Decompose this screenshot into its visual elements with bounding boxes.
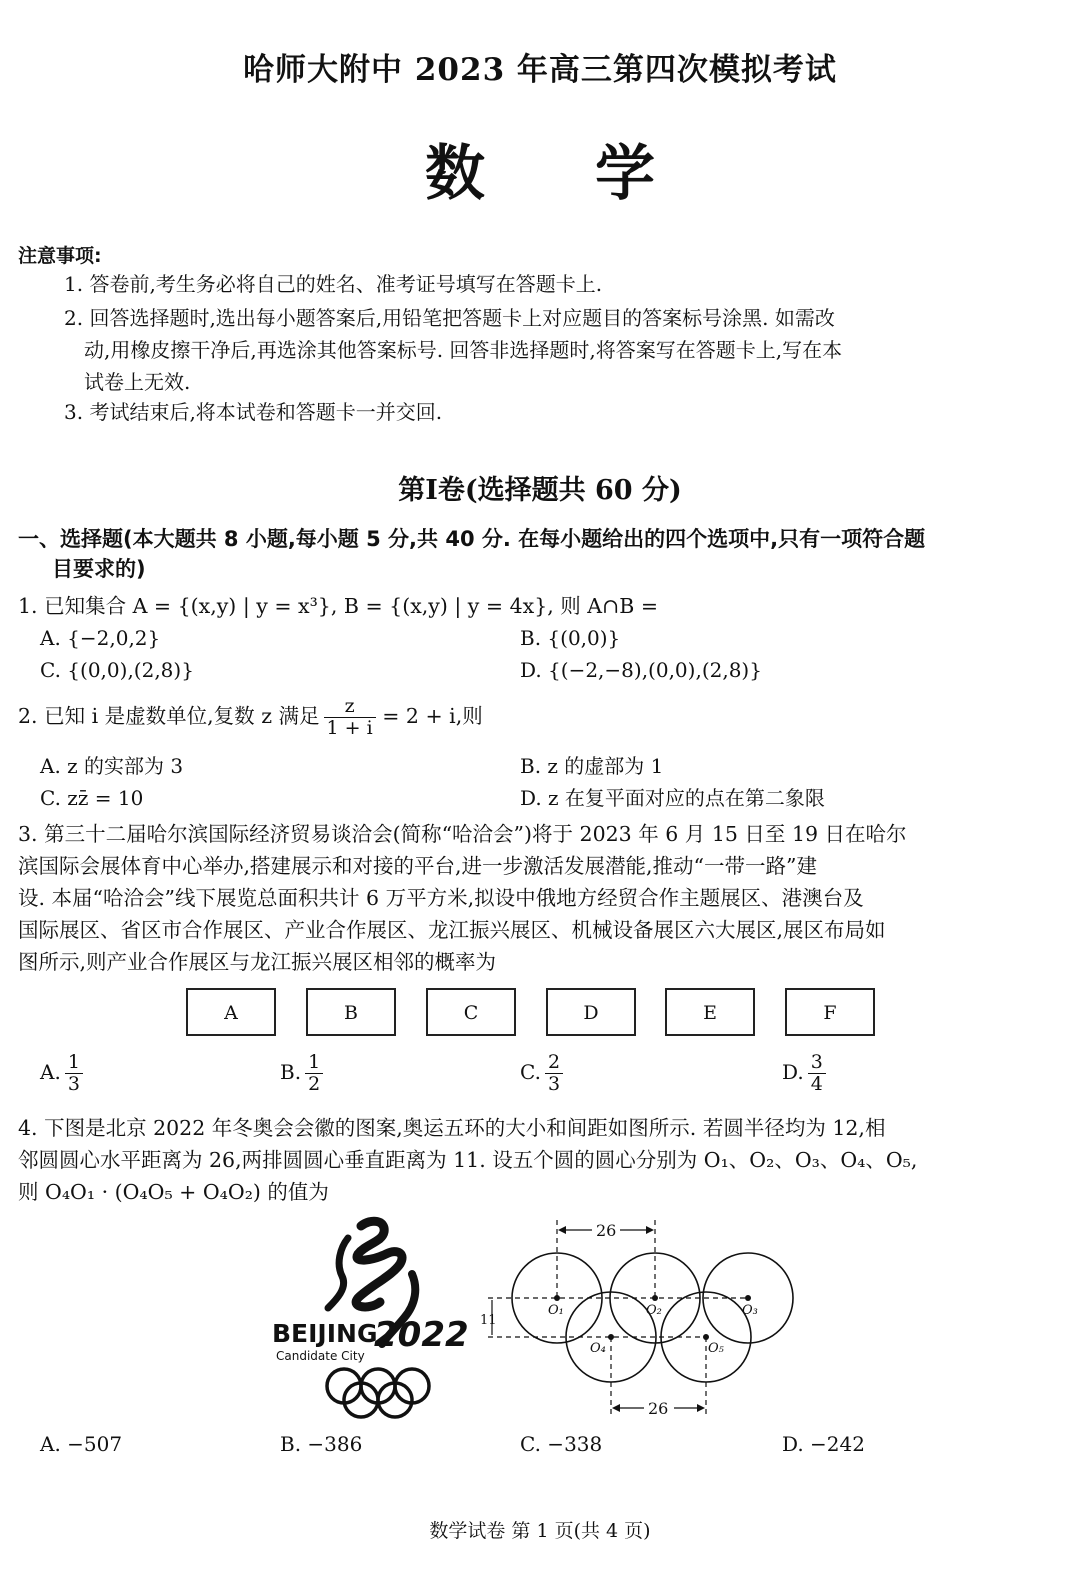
q3-option-label: D. xyxy=(782,1059,804,1084)
center-label-o4: O₄ xyxy=(590,1341,606,1356)
center-label-o1: O₁ xyxy=(548,1303,564,1318)
q1-option-c[interactable]: C. {(0,0),(2,8)} xyxy=(40,658,194,682)
q4-stem-line: 4. 下图是北京 2022 年冬奥会会徽的图案,奥运五环的大小和间距如图所示. 若圆半径均为 12,相 xyxy=(18,1116,886,1140)
logo-text: BEIJING xyxy=(272,1319,378,1348)
q3-option-c[interactable] xyxy=(520,1052,563,1095)
guide-lines xyxy=(488,1220,748,1415)
q3-stem-line: 滨国际会展体育中心举办,搭建展示和对接的平台,进一步激活发展潜能,推动“一带一路”建 xyxy=(18,854,818,878)
olympic-rings xyxy=(327,1369,429,1417)
frac-num: 1 xyxy=(65,1052,83,1074)
q2-option-d[interactable]: D. z 在复平面对应的点在第二象限 xyxy=(520,786,825,810)
frac-num: 3 xyxy=(808,1052,826,1074)
question-1-stem: 1. 已知集合 A = {(x,y) | y = x³}, B = {(x,y) | y = 4x}, 则 A∩B = xyxy=(18,594,659,618)
q2-fraction xyxy=(324,696,376,739)
dim-top-label: 26 xyxy=(596,1221,617,1240)
exam-title: 哈师大附中 2023 年高三第四次模拟考试 xyxy=(243,52,837,88)
center-dot xyxy=(608,1334,614,1340)
note-item: 动,用橡皮擦干净后,再选涂其他答案标号. 回答非选择题时,将答案写在答题卡上,写在本 xyxy=(84,338,843,362)
part-heading xyxy=(18,524,1058,584)
q3-stem-line: 3. 第三十二届哈尔滨国际经济贸易谈洽会(简称“哈洽会”)将于 2023 年 6 月 15 日至 19 日在哈尔 xyxy=(18,822,907,846)
q2-stem-prefix: 2. 已知 i 是虚数单位,复数 z 满足 xyxy=(18,703,320,728)
q3-option-a[interactable] xyxy=(40,1052,83,1095)
question-4-stem xyxy=(18,1112,1058,1208)
zone-box-e: E xyxy=(665,988,755,1036)
logo-year: 2022 xyxy=(374,1315,469,1355)
part-heading-line: 一、选择题(本大题共 8 小题,每小题 5 分,共 40 分. 在每小题给出的四个选项中,只有一项符合题 xyxy=(18,527,926,551)
center-label-o2: O₂ xyxy=(646,1303,662,1318)
q3-option-d[interactable] xyxy=(782,1052,826,1095)
q4-option-d[interactable]: D. −242 xyxy=(782,1432,865,1456)
q3-stem-line: 设. 本届“哈洽会”线下展览总面积共计 6 万平方米,拟设中俄地方经贸合作主题展区、港澳台及 xyxy=(18,886,864,910)
frac-den: 3 xyxy=(67,1072,80,1095)
q2-option-b[interactable]: B. z 的虚部为 1 xyxy=(520,754,664,778)
q1-option-a[interactable]: A. {−2,0,2} xyxy=(40,626,161,650)
q2-frac-den: 1 + i xyxy=(326,716,373,739)
q2-option-c[interactable]: C. zz̄ = 10 xyxy=(40,786,144,810)
dim-bottom-label: 26 xyxy=(648,1399,669,1418)
q3-stem-line: 图所示,则产业合作展区与龙江振兴展区相邻的概率为 xyxy=(18,950,497,974)
center-dot xyxy=(652,1295,658,1301)
frac-den: 3 xyxy=(547,1072,561,1095)
center-label-o5: O₅ xyxy=(708,1341,724,1356)
q3-option-fraction xyxy=(808,1052,826,1095)
note-item: 3. 考试结束后,将本试卷和答题卡一并交回. xyxy=(64,400,443,424)
q3-option-label: B. xyxy=(280,1059,302,1084)
q4-stem-line: 则 O₄O₁ · (O₄O₅ + O₄O₂) 的值为 xyxy=(18,1180,329,1204)
zone-box-c: C xyxy=(426,988,516,1036)
frac-num: 1 xyxy=(305,1052,323,1074)
frac-num: 2 xyxy=(545,1052,563,1074)
five-rings-diagram xyxy=(470,1210,800,1425)
section-title: 第Ⅰ卷(选择题共 60 分) xyxy=(398,475,682,506)
q1-option-b[interactable]: B. {(0,0)} xyxy=(520,626,621,650)
beijing-2022-logo xyxy=(266,1214,486,1430)
q4-option-c[interactable]: C. −338 xyxy=(520,1432,603,1456)
q3-option-fraction xyxy=(545,1052,563,1095)
q3-option-label: C. xyxy=(520,1059,541,1084)
notes-heading: 注意事项: xyxy=(18,245,102,267)
q4-option-b[interactable]: B. −386 xyxy=(280,1432,363,1456)
q1-option-d[interactable]: D. {(−2,−8),(0,0),(2,8)} xyxy=(520,658,762,682)
center-dot xyxy=(554,1295,560,1301)
center-dot xyxy=(703,1334,709,1340)
q3-stem-line: 国际展区、省区市合作展区、产业合作展区、龙江振兴展区、机械设备展区六大展区,展区布局如 xyxy=(18,918,886,942)
note-item: 试卷上无效. xyxy=(84,370,191,394)
arrow-head xyxy=(558,1226,566,1234)
q2-frac-num: z xyxy=(324,696,376,718)
page-footer: 数学试卷 第 1 页(共 4 页) xyxy=(429,1520,651,1542)
frac-den: 4 xyxy=(810,1072,823,1095)
q3-option-label: A. xyxy=(40,1059,61,1084)
note-item: 2. 回答选择题时,选出每小题答案后,用铅笔把答题卡上对应题目的答案标号涂黑. 如需改 xyxy=(64,306,835,330)
logo-brush-stroke xyxy=(356,1221,402,1307)
q2-option-a[interactable]: A. z 的实部为 3 xyxy=(40,754,184,778)
zone-box-b: B xyxy=(306,988,396,1036)
logo-subtext: Candidate City xyxy=(276,1349,365,1363)
zone-box-a: A xyxy=(186,988,276,1036)
part-heading-line: 目要求的) xyxy=(52,557,146,581)
question-2-stem xyxy=(18,696,1058,739)
note-item: 1. 答卷前,考生务必将自己的姓名、准考证号填写在答题卡上. xyxy=(64,272,603,296)
center-dot xyxy=(745,1295,751,1301)
question-3-stem xyxy=(18,818,1058,978)
q2-stem-suffix: = 2 + i,则 xyxy=(382,703,483,728)
dim-left-label: 11 xyxy=(480,1313,497,1328)
zone-box-f: F xyxy=(785,988,875,1036)
q4-option-a[interactable]: A. −507 xyxy=(40,1432,123,1456)
arrow-head xyxy=(646,1226,654,1234)
zone-box-d: D xyxy=(546,988,636,1036)
logo-brush-stroke xyxy=(328,1238,348,1308)
frac-den: 2 xyxy=(308,1072,321,1095)
arrow-head xyxy=(612,1404,620,1412)
q3-option-fraction xyxy=(65,1052,83,1095)
q3-option-fraction xyxy=(305,1052,323,1095)
arrow-head xyxy=(697,1404,705,1412)
subject-title: 数学 xyxy=(425,139,765,209)
q4-stem-line: 邻圆圆心水平距离为 26,两排圆圆心垂直距离为 11. 设五个圆的圆心分别为 O₁、O₂、O₃、O₄、O₅, xyxy=(18,1148,918,1172)
center-label-o3: O₃ xyxy=(742,1303,758,1318)
q3-option-b[interactable] xyxy=(280,1052,323,1095)
